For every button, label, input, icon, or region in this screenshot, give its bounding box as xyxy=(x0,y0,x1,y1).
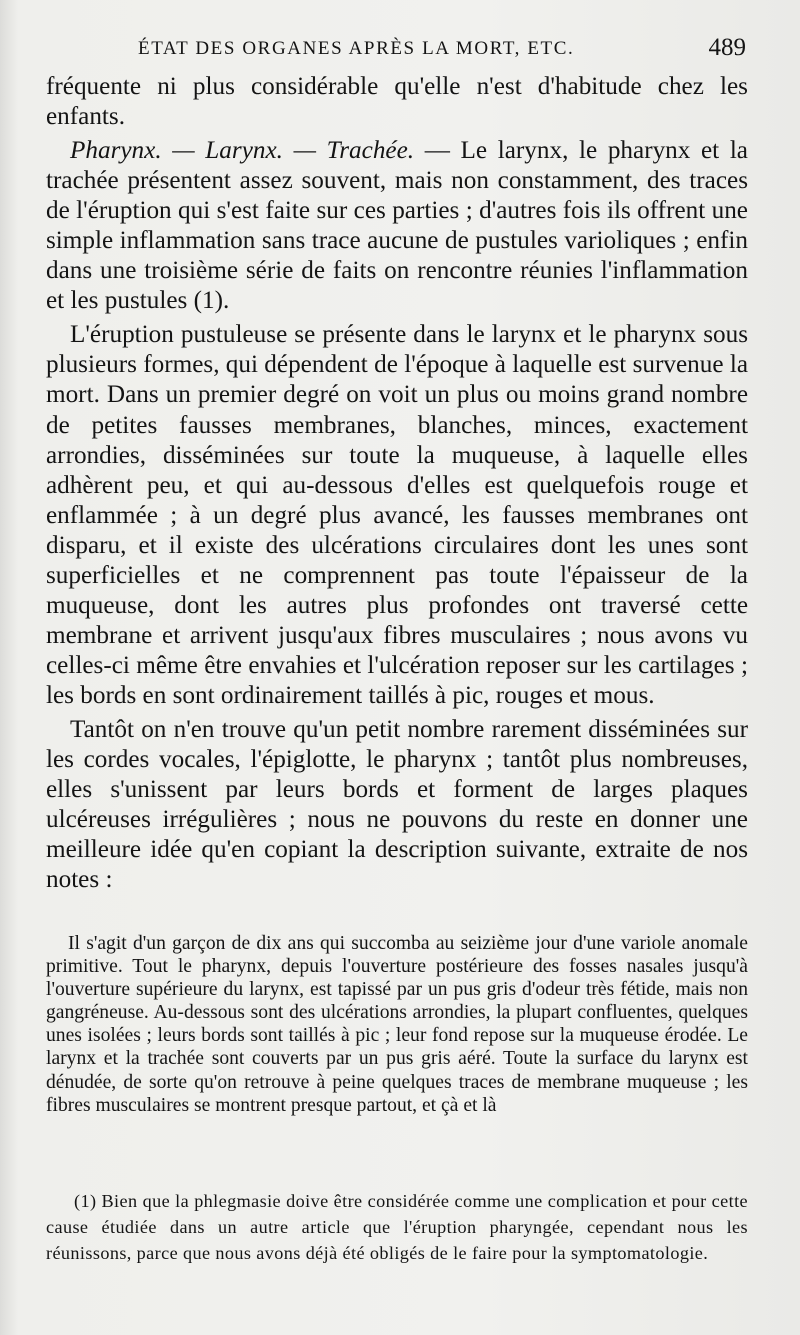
paragraph-pharynx xyxy=(46,136,748,316)
paragraph-eruption: L'éruption pustuleuse se présente dans le larynx et le pharynx sous plusieurs formes, qui dépendent de l'époque à laquelle est survenue la mort. Dans un premier degré on voit un plus ou moins grand nombre de petites fausses membranes, blanches, minces, exactement arrondies, disséminées sur toute la muqueuse, à laquelle elles adhèrent peu, et qui au-dessous d'elles est quelquefois rouge et enflammée ; à un degré plus avancé, les fausses membranes ont disparu, et il existe des ulcérations circulaires dont les unes sont superficielles et ne comprennent pas toute l'épaisseur de la muqueuse, dont les autres plus profondes ont traversé cette membrane et arrivent jusqu'aux fibres musculaires ; nous avons vu celles-ci même être envahies et l'ulcération reposer sur les cartilages ; les bords en sont ordinairement taillés à pic, rouges et mous. xyxy=(46,321,748,709)
case-note xyxy=(46,932,748,1117)
running-head-title: ÉTAT DES ORGANES APRÈS LA MORT, ETC. xyxy=(138,38,575,59)
page-number: 489 xyxy=(708,34,746,61)
main-text xyxy=(46,72,748,895)
paragraph-pharynx-text: — Le larynx, le pharynx et la trachée présentent assez souvent, mais non constamment, des traces de l'éruption qui s'est faite sur ces parties ; d'autres fois ils offrent une simple inflammation sans trace aucune de pustules varioliques ; enfin dans une troisième série de faits on rencontre réunies l'inflammation et les pustules (1). xyxy=(46,137,748,315)
case-note-text: Il s'agit d'un garçon de dix ans qui succomba au seizième jour d'une variole anomale primitive. Tout le pharynx, depuis l'ouverture postérieure des fosses nasales jusqu'à l'ouverture supérieure du larynx, est tapissé par un pus gris d'odeur très fétide, mais non gangréneuse. Au-dessous sont des ulcérations arrondies, la plupart confluentes, quelques unes isolées ; leurs bords sont taillés à pic ; leur fond repose sur la muqueuse érodée. Le larynx et la trachée sont couverts par un pus gris aéré. Toute la surface du larynx est dénudée, de sorte qu'on retrouve à peine quelques traces de membrane muqueuse ; les fibres musculaires se montrent presque partout, et çà et là xyxy=(46,933,748,1116)
section-heading: Pharynx. — Larynx. — Trachée. xyxy=(70,137,415,165)
footnote xyxy=(46,1188,748,1266)
footnote-text: (1) Bien que la phlegmasie doive être considérée comme une complication et pour cette cause étudiée dans un autre article que l'éruption pharyngée, cependant nous les réunissons, parce que nous avons déjà été obligés de le faire pour la symptomatologie. xyxy=(46,1191,748,1263)
paragraph-ulcerations: Tantôt on n'en trouve qu'un petit nombre rarement disséminées sur les cordes vocales, l'épiglotte, le pharynx ; tantôt plus nombreuses, elles s'unissent par leurs bords et forment de larges plaques ulcéreuses irrégulières ; nous ne pouvons du reste en donner une meilleure idée qu'en copiant la description suivante, extraite de nos notes : xyxy=(46,715,748,894)
running-head xyxy=(46,34,748,70)
paragraph-continuation: fréquente ni plus considérable qu'elle n'est d'habitude chez les enfants. xyxy=(46,73,748,131)
